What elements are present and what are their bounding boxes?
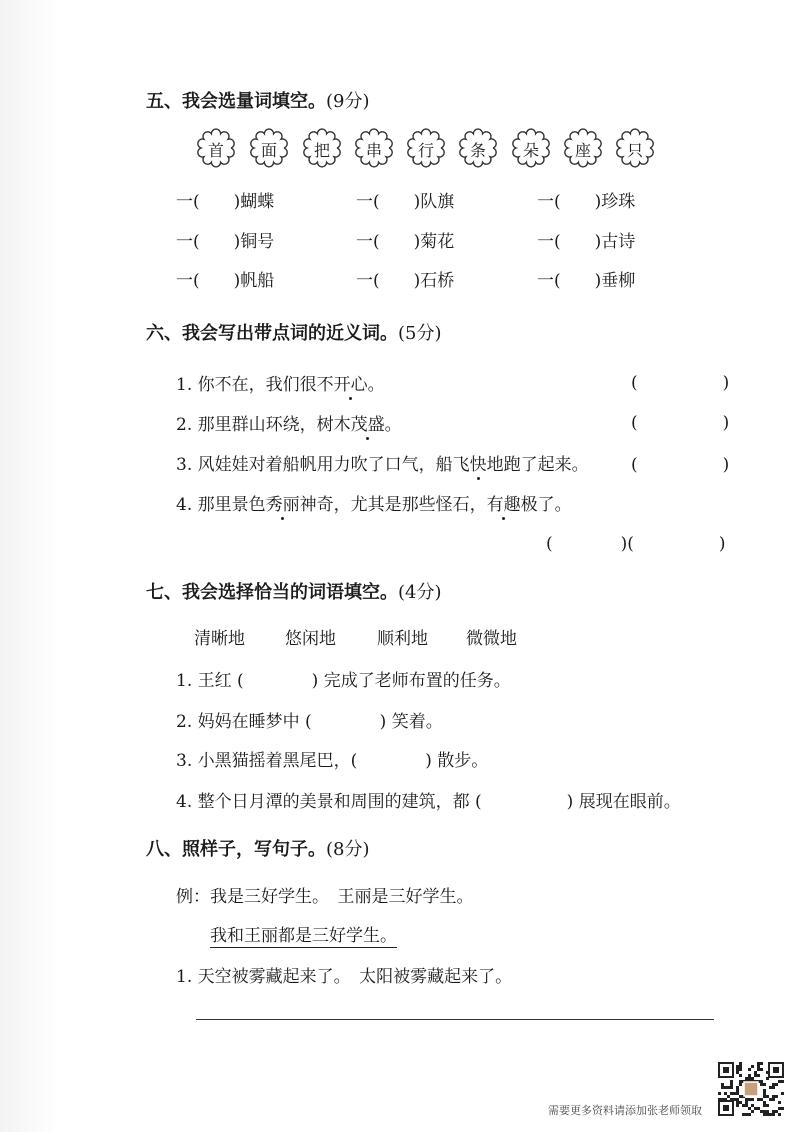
measure-word-badge: 条 (456, 128, 500, 168)
answer-blank[interactable]: ( ) (631, 455, 730, 475)
section6-title: 六、我会写出带点词的近义词。 (146, 323, 398, 344)
measure-word-badge: 行 (404, 128, 448, 168)
dotted-word: 秀丽 (265, 495, 300, 515)
synonym-question-4: 4. 那里景色秀丽神奇，尤其是那些怪石，有趣极了。 (176, 495, 572, 515)
measure-word-badge: 首 (194, 128, 238, 168)
fill-item[interactable]: 一( )蝴蝶 (176, 192, 275, 212)
synonym-question-1: 1. 你不在，我们很不开心。 (176, 375, 385, 395)
section5-title: 五、我会选量词填空。 (146, 91, 326, 112)
fill-question[interactable]: 1. 王红 ( ) 完成了老师布置的任务。 (176, 671, 511, 691)
measure-word-badge: 座 (561, 128, 605, 168)
fill-question[interactable]: 3. 小黑猫摇着黑尾巴，( ) 散步。 (176, 751, 489, 771)
fill-item[interactable]: 一( )队旗 (356, 192, 455, 212)
fill-item[interactable]: 一( )石桥 (356, 271, 455, 291)
dotted-word: 开心 (333, 375, 368, 395)
measure-word-badge: 串 (352, 128, 396, 168)
answer-blank-pair[interactable]: ( )( ) (546, 534, 726, 554)
fill-item[interactable]: 一( )垂柳 (537, 271, 636, 291)
fill-question[interactable]: 2. 妈妈在睡梦中 ( ) 笑着。 (176, 712, 443, 732)
sentence-question-1: 1. 天空被雾藏起来了。 太阳被雾藏起来了。 (176, 967, 513, 987)
measure-word-badge: 只 (613, 128, 657, 168)
section8-heading (146, 835, 370, 861)
section8-score: (8分) (326, 839, 370, 860)
synonym-question-2: 2. 那里群山环绕，树木茂盛。 (176, 415, 402, 435)
measure-word-badge: 把 (300, 128, 344, 168)
answer-blank[interactable]: ( ) (631, 373, 730, 393)
synonym-question-3: 3. 风娃娃对着船帆用力吹了口气，船飞快地跑了起来。 (176, 455, 589, 475)
word-option: 悠闲地 (285, 629, 336, 649)
fill-question[interactable]: 4. 整个日月潭的美景和周围的建筑，都 ( ) 展现在眼前。 (176, 792, 681, 812)
section7-score: (4分) (398, 582, 442, 603)
example-answer: 我和王丽都是三好学生。 (210, 921, 397, 948)
word-option: 清晰地 (194, 629, 245, 649)
fill-item[interactable]: 一( )铜号 (176, 232, 275, 252)
word-option: 微微地 (466, 629, 517, 649)
dotted-word: 有趣 (486, 495, 521, 515)
measure-word-badge: 面 (247, 128, 291, 168)
page-edge-shadow (0, 0, 60, 1132)
section5-heading (146, 87, 370, 113)
answer-blank[interactable]: ( ) (631, 413, 730, 433)
fill-item[interactable]: 一( )帆船 (176, 271, 275, 291)
section6-heading (146, 319, 442, 345)
fill-item[interactable]: 一( )珍珠 (537, 192, 636, 212)
example-sentence: 例：我是三好学生。 王丽是三好学生。 (176, 887, 474, 907)
fill-item[interactable]: 一( )菊花 (356, 232, 455, 252)
answer-line[interactable] (196, 1019, 714, 1020)
dotted-word: 快 (469, 455, 487, 475)
dotted-word: 茂盛 (350, 415, 385, 435)
qr-code (718, 1062, 784, 1116)
section7-heading (146, 578, 442, 604)
fill-item[interactable]: 一( )古诗 (537, 232, 636, 252)
section5-score: (9分) (326, 91, 370, 112)
section7-title: 七、我会选择恰当的词语填空。 (146, 582, 398, 603)
section6-score: (5分) (398, 323, 442, 344)
section8-title: 八、照样子，写句子。 (146, 839, 326, 860)
footer-note: 需要更多资料请添加张老师领取 (548, 1104, 702, 1117)
measure-word-badge: 朵 (509, 128, 553, 168)
word-option: 顺利地 (377, 629, 428, 649)
